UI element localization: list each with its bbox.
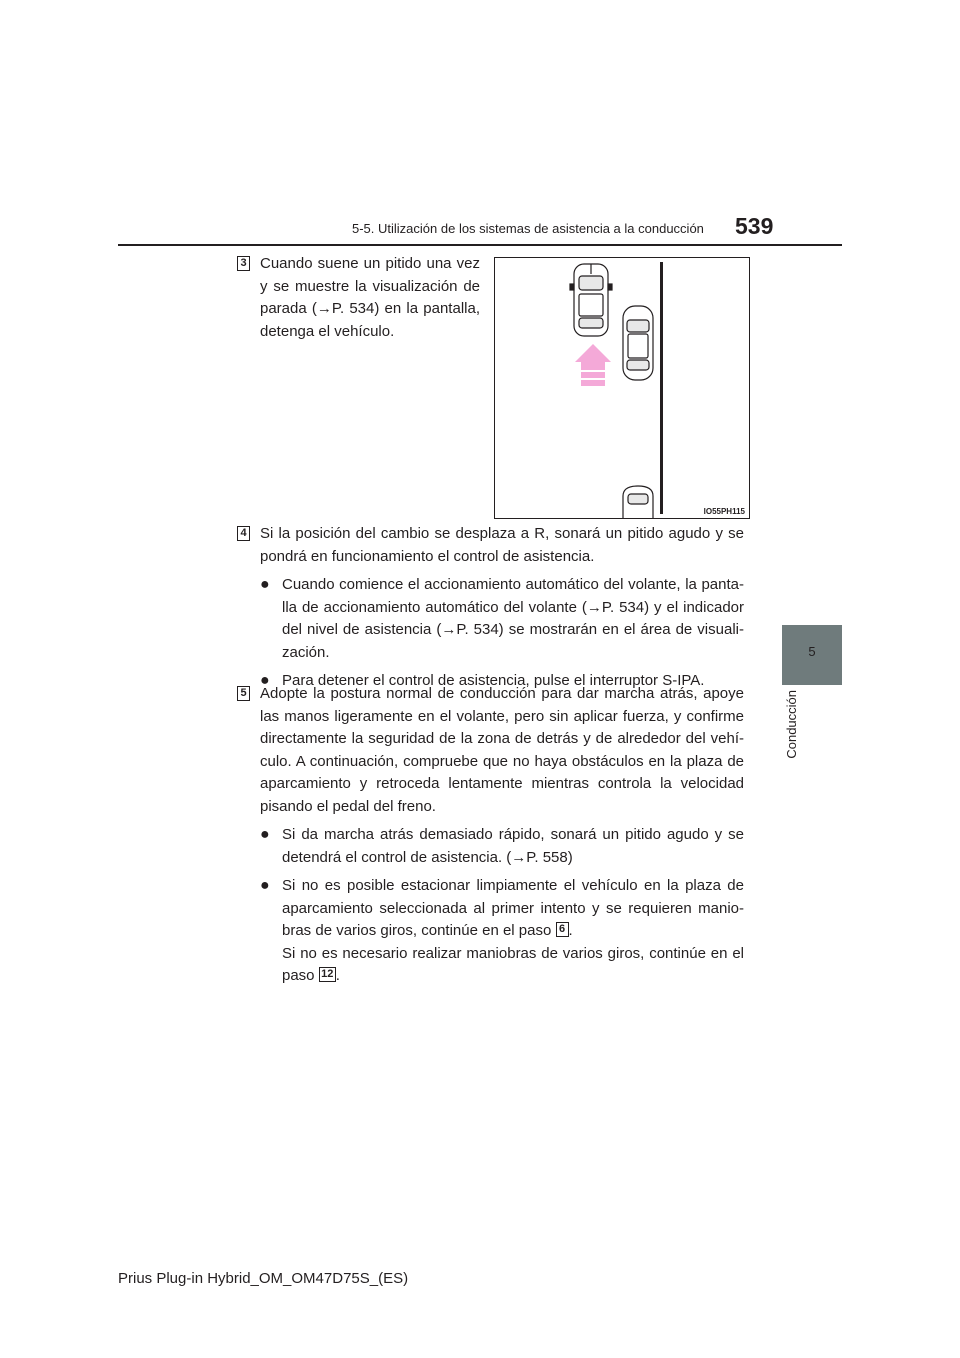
document-footer: Prius Plug-in Hybrid_OM_OM47D75S_(ES) (118, 1270, 409, 1287)
parking-diagram (495, 258, 749, 518)
step-ref-12: 12 (319, 967, 336, 982)
chapter-label-text: Conducción (784, 690, 799, 759)
step-marker-4: 4 (237, 526, 250, 541)
punct: . (335, 967, 340, 984)
step-4-bullet-1 (260, 574, 744, 664)
bullet-text-part-1: Si no es posible estacionar limpiamente el vehículo en la plaza de aparcamiento seleccionada al primer intento y se requieren manio-bras de varios giros, continúe en el paso (282, 877, 744, 939)
own-car-icon (570, 264, 612, 336)
direction-arrow-icon (575, 344, 611, 386)
step-5-bullet-1 (260, 824, 744, 869)
chapter-number: 5 (808, 644, 816, 659)
parked-car-icon (623, 306, 653, 380)
step-5-bullet-2 (260, 875, 744, 988)
bullet-text: Si da marcha atrás demasiado rápido, sonará un pitido agudo y se detendrá el control de asistencia. (→P. 558) (282, 826, 744, 866)
bullet-text: Para detener el control de asistencia, pulse el interruptor S-IPA. (282, 672, 705, 689)
bullet-icon: ● (260, 576, 270, 593)
rear-car-icon (623, 486, 653, 518)
step-3-text (260, 253, 480, 343)
step-4-text (260, 523, 744, 693)
parking-illustration (494, 257, 750, 519)
bullet-text: Cuando comience el accionamiento automático del volante, la panta-lla de accionamiento automático del volante (→P. 534) y el indicador del nivel de asistencia (→P. 534) se mostrarán en el área de visuali-zación. (282, 576, 744, 661)
step-5-paragraph: Adopte la postura normal de conducción para dar marcha atrás, apoye las manos ligeramente en el volante, pero sin aplicar fuerza, y confirme directamente la seguridad de la zona de detrás y de alrededor del vehí-culo. A continuación, compruebe que no haya obstáculos en la plaza de aparcamiento y retroceda lentamente mientras controla la velocidad pisando el pedal del freno. (260, 685, 744, 815)
step-marker-5: 5 (237, 686, 250, 701)
punct: . (568, 922, 573, 939)
step-4-paragraph: Si la posición del cambio se desplaza a R, sonará un pitido agudo y se pondrá en funcionamiento el control de asistencia. (260, 525, 744, 565)
page-number: 539 (735, 213, 774, 239)
section-title: 5-5. Utilización de los sistemas de asistencia a la conducción (352, 221, 704, 236)
bullet-icon: ● (260, 877, 270, 894)
bullet-icon: ● (260, 672, 270, 689)
step-3-paragraph: Cuando suene un pitido una vez y se muestre la visualización de parada (→P. 534) en la pantalla, detenga el vehículo. (260, 255, 480, 340)
bullet-icon: ● (260, 826, 270, 843)
bullet-text-part-2: Si no es necesario realizar maniobras de varios giros, continúe en el paso (282, 944, 744, 984)
step-marker-3: 3 (237, 256, 250, 271)
figure-code: IO55PH115 (703, 507, 745, 516)
chapter-label (784, 690, 802, 770)
header-divider (118, 244, 842, 246)
step-5-text (260, 683, 744, 988)
step-ref-6: 6 (556, 922, 569, 937)
